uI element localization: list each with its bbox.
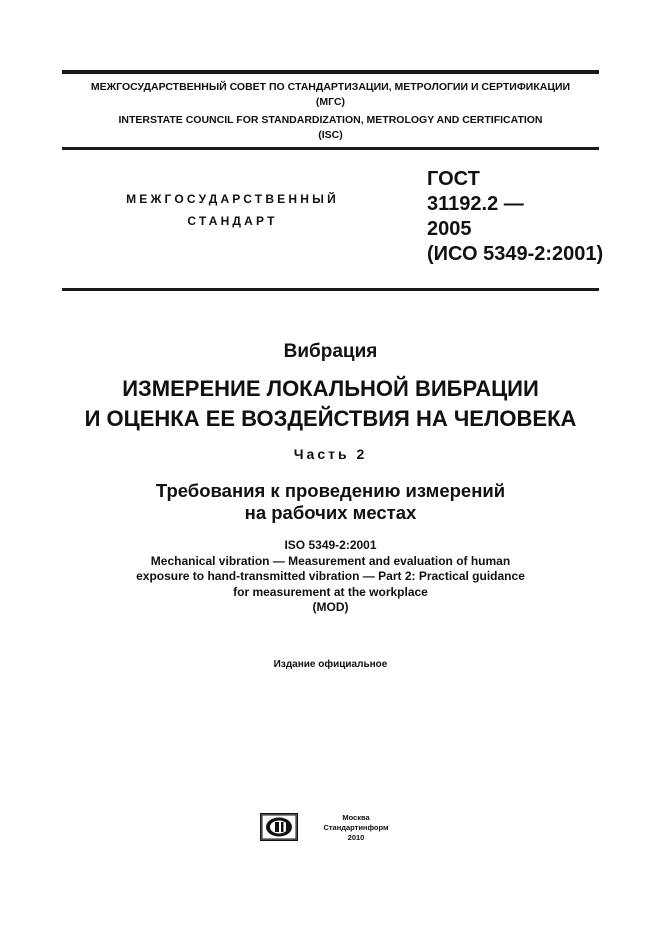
iso-number: ISO 5349-2:2001 [284,538,377,552]
gost-year: 2005 [427,218,472,240]
council-ru-name: МЕЖГОСУДАРСТВЕННЫЙ СОВЕТ ПО СТАНДАРТИЗАЦИИ, МЕТРОЛОГИИ И СЕРТИФИКАЦИИ [90,81,571,93]
top-rule [62,70,599,74]
subtitle-line2: на рабочих местах [244,502,417,523]
iso-title-line1: Mechanical vibration — Measurement and evaluation of human [150,553,511,568]
publisher-city: Москва [342,813,370,822]
designation-bottom-rule [62,288,599,291]
standartinform-logo-icon [260,813,298,841]
gost-iso-ref: (ИСО 5349-2:2001) [427,243,604,265]
iso-modification: (MOD) [312,600,349,614]
standard-type-line2: СТАНДАРТ [187,214,278,228]
iso-title-line2: exposure to hand-transmitted vibration — Part 2: Practical guidance [136,569,525,583]
iso-reference [0,538,661,616]
council-en-abbr: (ISC) [318,129,343,141]
subject-heading: Вибрация [283,341,378,362]
standard-type [100,188,365,232]
gost-number: 31192.2 — [427,193,524,215]
subtitle [0,480,661,524]
standartinform-logo [260,813,298,841]
council-en [62,113,599,143]
council-ru [62,80,599,110]
edition-note: Издание официальное [273,659,388,670]
main-title-line2: И ОЦЕНКА ЕЕ ВОЗДЕЙСТВИЯ НА ЧЕЛОВЕКА [84,406,577,431]
publisher-info [300,813,412,843]
gost-label: ГОСТ [427,168,480,190]
publisher-year: 2010 [347,833,365,842]
council-ru-abbr: (МГС) [315,96,346,108]
council-en-name: INTERSTATE COUNCIL FOR STANDARDIZATION, METROLOGY AND CERTIFICATION [118,114,543,126]
subtitle-line1: Требования к проведению измерений [155,480,506,501]
gost-designation [427,167,627,267]
standard-type-line1: МЕЖГОСУДАРСТВЕННЫЙ [126,192,339,206]
main-title [0,374,661,434]
publisher-name: Стандартинформ [323,823,389,832]
main-title-line1: ИЗМЕРЕНИЕ ЛОКАЛЬНОЙ ВИБРАЦИИ [122,376,539,401]
part-label: Часть 2 [293,446,368,462]
iso-title-line3: for measurement at the workplace [233,584,428,599]
header-bottom-rule [62,147,599,150]
